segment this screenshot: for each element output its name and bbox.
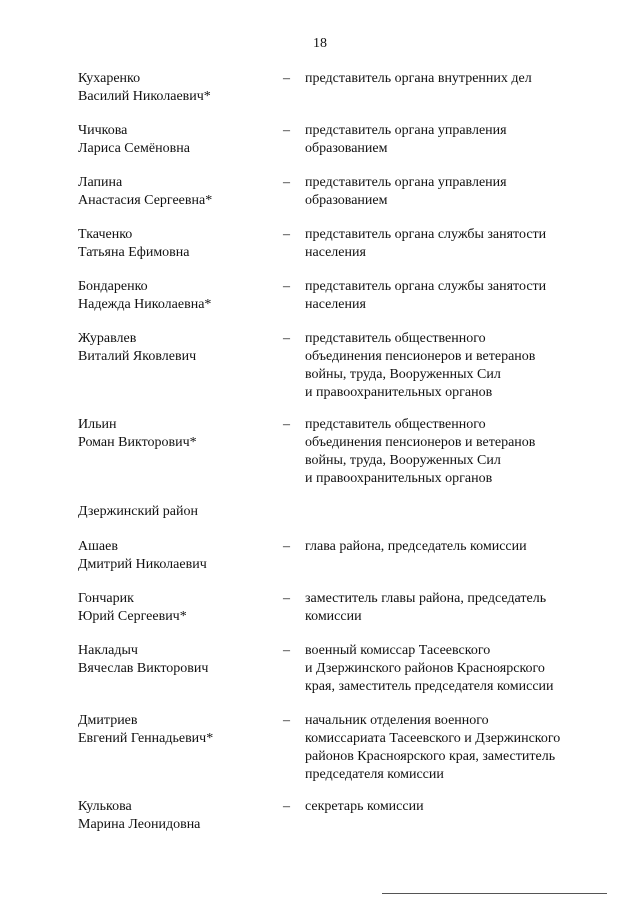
- member-role: [305, 174, 605, 210]
- member-role: [305, 642, 605, 696]
- member-name: [78, 278, 278, 314]
- role-line: начальник отделения военного: [305, 713, 489, 728]
- member-role: [305, 798, 605, 816]
- dash: –: [283, 175, 290, 190]
- role-line: населения: [305, 245, 366, 260]
- surname: Бондаренко: [78, 279, 148, 294]
- role-line: и правоохранительных органов: [305, 471, 493, 486]
- given-name: Василий Николаевич*: [78, 89, 211, 104]
- given-name: Евгений Геннадьевич*: [78, 731, 214, 746]
- role-line: представитель органа управления: [305, 175, 507, 190]
- member-name: [78, 642, 278, 678]
- dash: –: [283, 417, 290, 432]
- role-line: объединения пенсионеров и ветеранов: [305, 349, 536, 364]
- surname: Дмитриев: [78, 713, 138, 728]
- member-role: [305, 226, 605, 262]
- section-title: Дзержинский район: [78, 504, 198, 519]
- role-line: секретарь комиссии: [305, 799, 424, 814]
- member-role: [305, 416, 605, 488]
- role-line: комиссии: [305, 609, 362, 624]
- role-line: и правоохранительных органов: [305, 385, 493, 400]
- surname: Лапина: [78, 175, 123, 190]
- role-line: глава района, председатель комиссии: [305, 539, 527, 554]
- surname: Кухаренко: [78, 71, 141, 86]
- role-line: края, заместитель председателя комиссии: [305, 679, 554, 694]
- role-line: военный комиссар Тасеевского: [305, 643, 491, 658]
- role-line: представитель органа службы занятости: [305, 227, 547, 242]
- role-line: заместитель главы района, председатель: [305, 591, 547, 606]
- surname: Ашаев: [78, 539, 118, 554]
- member-role: [305, 538, 605, 556]
- member-name: [78, 70, 278, 106]
- role-line: населения: [305, 297, 366, 312]
- given-name: Надежда Николаевна*: [78, 297, 212, 312]
- member-name: [78, 538, 278, 574]
- dash: –: [283, 643, 290, 658]
- dash: –: [283, 799, 290, 814]
- member-role: [305, 122, 605, 158]
- given-name: Лариса Семёновна: [78, 141, 190, 156]
- role-line: войны, труда, Вооруженных Сил: [305, 453, 501, 468]
- dash: –: [283, 123, 290, 138]
- member-name: [78, 590, 278, 626]
- dash: –: [283, 713, 290, 728]
- member-role: [305, 330, 605, 402]
- member-name: [78, 330, 278, 366]
- role-line: образованием: [305, 141, 388, 156]
- surname: Гончарик: [78, 591, 134, 606]
- surname: Ткаченко: [78, 227, 133, 242]
- surname: Ильин: [78, 417, 117, 432]
- role-line: и Дзержинского районов Красноярского: [305, 661, 545, 676]
- role-line: представитель общественного: [305, 331, 486, 346]
- bottom-rule: [382, 893, 607, 894]
- member-name: [78, 226, 278, 262]
- given-name: Анастасия Сергеевна*: [78, 193, 213, 208]
- member-role: [305, 278, 605, 314]
- dash: –: [283, 227, 290, 242]
- surname: Кулькова: [78, 799, 132, 814]
- role-line: комиссариата Тасеевского и Дзержинского: [305, 731, 561, 746]
- role-line: представитель органа управления: [305, 123, 507, 138]
- surname: Накладыч: [78, 643, 138, 658]
- given-name: Виталий Яковлевич: [78, 349, 197, 364]
- dash: –: [283, 591, 290, 606]
- member-name: [78, 416, 278, 452]
- given-name: Татьяна Ефимовна: [78, 245, 190, 260]
- given-name: Марина Леонидовна: [78, 817, 201, 832]
- member-name: [78, 174, 278, 210]
- dash: –: [283, 279, 290, 294]
- role-line: представитель органа внутренних дел: [305, 71, 532, 86]
- role-line: представитель общественного: [305, 417, 486, 432]
- dash: –: [283, 539, 290, 554]
- given-name: Роман Викторович*: [78, 435, 197, 450]
- given-name: Юрий Сергеевич*: [78, 609, 187, 624]
- role-line: объединения пенсионеров и ветеранов: [305, 435, 536, 450]
- surname: Чичкова: [78, 123, 128, 138]
- dash: –: [283, 331, 290, 346]
- role-line: председателя комиссии: [305, 767, 444, 782]
- page-number: 18: [313, 36, 327, 51]
- role-line: образованием: [305, 193, 388, 208]
- member-role: [305, 70, 605, 88]
- role-line: представитель органа службы занятости: [305, 279, 547, 294]
- member-name: [78, 712, 278, 748]
- role-line: районов Красноярского края, заместитель: [305, 749, 556, 764]
- role-line: войны, труда, Вооруженных Сил: [305, 367, 501, 382]
- member-name: [78, 798, 278, 834]
- member-name: [78, 122, 278, 158]
- surname: Журавлев: [78, 331, 137, 346]
- member-role: [305, 712, 605, 784]
- dash: –: [283, 71, 290, 86]
- given-name: Дмитрий Николаевич: [78, 557, 207, 572]
- given-name: Вячеслав Викторович: [78, 661, 209, 676]
- member-role: [305, 590, 605, 626]
